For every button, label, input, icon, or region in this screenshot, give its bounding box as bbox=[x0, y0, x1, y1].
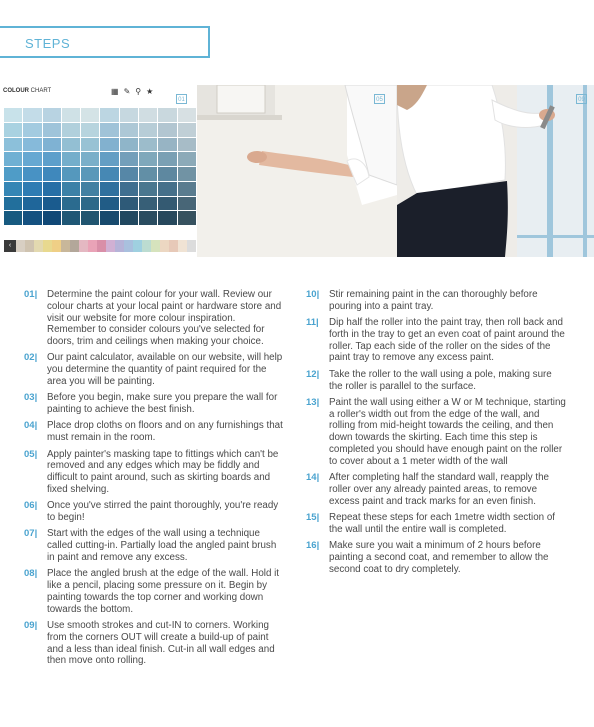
colour-chart-panel bbox=[0, 85, 197, 257]
colour-swatch[interactable] bbox=[4, 211, 22, 225]
colour-swatch[interactable] bbox=[62, 123, 80, 137]
colour-swatch[interactable] bbox=[158, 167, 176, 181]
colour-strip-swatch[interactable] bbox=[169, 240, 178, 252]
step-number: 11| bbox=[306, 317, 319, 329]
step-number: 03| bbox=[24, 392, 38, 404]
star-icon[interactable]: ★ bbox=[146, 87, 154, 96]
step-text: Our paint calculator, available on our website, will help you determine the quantity of paint required for the area you will be painting. bbox=[47, 352, 283, 388]
colour-swatch[interactable] bbox=[139, 167, 157, 181]
step-item bbox=[24, 528, 286, 563]
step-item bbox=[306, 369, 568, 393]
step-item bbox=[306, 540, 568, 575]
colour-strip-swatch[interactable] bbox=[88, 240, 97, 252]
step-item bbox=[306, 397, 568, 468]
colour-swatch[interactable] bbox=[120, 182, 138, 196]
photo-woman-painting bbox=[397, 85, 594, 257]
colour-strip-swatch[interactable] bbox=[133, 240, 142, 252]
colour-swatch[interactable] bbox=[43, 182, 61, 196]
colour-swatch[interactable] bbox=[139, 197, 157, 211]
step-text: After completing half the standard wall, reapply the roller over any already painted areas, to remove excess paint and track marks for an even finish. bbox=[329, 472, 550, 507]
step-text: Once you've stirred the paint thoroughly, you're ready to begin! bbox=[47, 500, 279, 524]
colour-chart-title: COLOUR CHART bbox=[3, 88, 52, 94]
step-number: 06| bbox=[24, 500, 38, 512]
colour-strip-swatch[interactable] bbox=[97, 240, 106, 252]
colour-swatch[interactable] bbox=[139, 211, 157, 225]
colour-swatch[interactable] bbox=[23, 197, 41, 211]
colour-swatch[interactable] bbox=[100, 108, 118, 122]
step-text: Determine the paint colour for your wall. Review our colour charts at your local paint or hardware store and visit our website for more colour inspiration. Remember to consider colours you've selected for doors, trim and ceilings when making your choice. bbox=[47, 289, 282, 348]
step-number: 16| bbox=[306, 540, 320, 552]
step-text: Apply painter's masking tape to fittings which can't be removed and any edges which may be fiddly and difficult to paint around, such as skirting boards and fixed shelving. bbox=[47, 448, 279, 495]
panel-number: 09 bbox=[576, 94, 587, 104]
colour-swatch[interactable] bbox=[81, 138, 99, 152]
colour-strip-swatch[interactable] bbox=[142, 240, 151, 252]
colour-strip-swatch[interactable] bbox=[70, 240, 79, 252]
colour-swatch[interactable] bbox=[4, 152, 22, 166]
colour-swatch[interactable] bbox=[81, 108, 99, 122]
panel-number: 05 bbox=[374, 94, 385, 104]
colour-swatch[interactable] bbox=[62, 182, 80, 196]
colour-swatch[interactable] bbox=[158, 182, 176, 196]
photo-cutting-in bbox=[197, 85, 397, 257]
colour-swatch[interactable] bbox=[81, 167, 99, 181]
step-text: Dip half the roller into the paint tray, then roll back and forth in the tray to get an even coat of paint around the roller. Tap each side of the roller on the sides of the paint tray to remove any excess paint. bbox=[329, 317, 565, 364]
step-text: Paint the wall using either a W or M technique, starting a roller's width out from the edge of the wall, and rolling from mid-height towards the ceiling, and then down towards the skirting. Each time this step is completed you should have enough paint on the roller to cover about a 1 meter width of the wall bbox=[329, 396, 566, 467]
colour-strip-swatch[interactable] bbox=[43, 240, 52, 252]
colour-swatch[interactable] bbox=[4, 182, 22, 196]
colour-swatch[interactable] bbox=[62, 152, 80, 166]
colour-swatch[interactable] bbox=[178, 123, 196, 137]
step-item bbox=[24, 500, 286, 524]
colour-swatch[interactable] bbox=[139, 182, 157, 196]
step-number: 02| bbox=[24, 352, 38, 364]
eyedropper-icon[interactable]: ✎ bbox=[123, 87, 131, 96]
colour-strip-swatch[interactable] bbox=[34, 240, 43, 252]
colour-swatch[interactable] bbox=[62, 108, 80, 122]
step-text: Place drop cloths on floors and on any furnishings that must remain in the room. bbox=[47, 420, 283, 444]
colour-strip-swatch[interactable] bbox=[115, 240, 124, 252]
step-number: 14| bbox=[306, 472, 320, 484]
colour-swatch[interactable] bbox=[4, 123, 22, 137]
colour-swatch[interactable] bbox=[120, 108, 138, 122]
step-text: Start with the edges of the wall using a technique called cutting-in. Partially load the angled paint brush in paint and remove any excess. bbox=[47, 528, 277, 563]
colour-strip-swatch[interactable] bbox=[124, 240, 133, 252]
colour-swatch[interactable] bbox=[4, 197, 22, 211]
step-text: Take the roller to the wall using a pole, making sure the roller is parallel to the surface. bbox=[329, 368, 552, 392]
colour-swatch[interactable] bbox=[43, 108, 61, 122]
step-number: 15| bbox=[306, 512, 320, 524]
colour-strip-swatch[interactable] bbox=[106, 240, 115, 252]
colour-strip-swatch[interactable] bbox=[52, 240, 61, 252]
steps-list-right bbox=[306, 289, 568, 580]
grid-icon[interactable]: ▦ bbox=[111, 87, 119, 96]
steps-list-left bbox=[24, 289, 286, 672]
step-number: 04| bbox=[24, 420, 38, 432]
colour-strip-swatch[interactable] bbox=[25, 240, 34, 252]
colour-swatch[interactable] bbox=[100, 182, 118, 196]
colour-swatch[interactable] bbox=[23, 167, 41, 181]
colour-swatch[interactable] bbox=[81, 182, 99, 196]
step-text: Repeat these steps for each 1metre width section of the wall until the entire wall is completed. bbox=[329, 512, 555, 535]
colour-strip-swatch[interactable] bbox=[160, 240, 169, 252]
colour-swatch[interactable] bbox=[178, 211, 196, 225]
colour-strip-swatch[interactable] bbox=[178, 240, 187, 252]
colour-swatch[interactable] bbox=[120, 152, 138, 166]
colour-strip-swatch[interactable] bbox=[151, 240, 160, 252]
colour-swatch[interactable] bbox=[100, 197, 118, 211]
colour-swatch[interactable] bbox=[178, 138, 196, 152]
colour-swatch[interactable] bbox=[178, 182, 196, 196]
step-text: Place the angled brush at the edge of the wall. Hold it like a pencil, placing some pressure on it. Begin by painting towards the top corner and working down towards the bottom. bbox=[47, 568, 280, 615]
colour-swatch[interactable] bbox=[100, 152, 118, 166]
colour-strip-swatch[interactable] bbox=[187, 240, 196, 252]
colour-swatch[interactable] bbox=[23, 138, 41, 152]
colour-swatch[interactable] bbox=[178, 152, 196, 166]
search-icon[interactable]: ⚲ bbox=[135, 87, 142, 96]
step-item bbox=[24, 352, 286, 387]
step-item bbox=[306, 512, 568, 536]
colour-swatch[interactable] bbox=[120, 138, 138, 152]
colour-swatch[interactable] bbox=[139, 152, 157, 166]
step-item bbox=[306, 472, 568, 507]
colour-swatch[interactable] bbox=[43, 138, 61, 152]
step-item bbox=[24, 420, 286, 444]
step-item bbox=[306, 317, 568, 364]
colour-swatch[interactable] bbox=[120, 167, 138, 181]
step-text: Stir remaining paint in the can thoroughly before pouring into a paint tray. bbox=[329, 289, 538, 312]
step-number: 09| bbox=[24, 619, 38, 631]
step-text: Use smooth strokes and cut-IN to corners. Working from the corners OUT will create a build-up of paint and a less than ideal finish. Cut-in all wall edges and then move onto rolling. bbox=[47, 619, 275, 667]
colour-swatch[interactable] bbox=[120, 123, 138, 137]
step-text: Before you begin, make sure you prepare the wall for painting to achieve the best finish. bbox=[47, 392, 278, 416]
colour-strip-swatch[interactable] bbox=[79, 240, 88, 252]
colour-swatch[interactable] bbox=[43, 123, 61, 137]
step-number: 13| bbox=[306, 396, 320, 408]
colour-swatch[interactable] bbox=[43, 167, 61, 181]
step-number: 10| bbox=[306, 289, 320, 300]
colour-strip bbox=[4, 240, 196, 252]
colour-chart-toolbar bbox=[111, 87, 153, 96]
colour-swatch[interactable] bbox=[4, 108, 22, 122]
step-item bbox=[24, 392, 286, 416]
colour-swatch[interactable] bbox=[62, 138, 80, 152]
colour-swatch[interactable] bbox=[178, 167, 196, 181]
colour-swatch[interactable] bbox=[43, 197, 61, 211]
colour-swatch[interactable] bbox=[158, 152, 176, 166]
step-number: 05| bbox=[24, 448, 38, 460]
colour-swatch[interactable] bbox=[158, 197, 176, 211]
colour-swatch[interactable] bbox=[62, 197, 80, 211]
colour-swatch[interactable] bbox=[62, 211, 80, 225]
step-number: 08| bbox=[24, 568, 38, 580]
colour-swatch[interactable] bbox=[4, 138, 22, 152]
colour-swatch[interactable] bbox=[81, 197, 99, 211]
colour-swatch[interactable] bbox=[139, 138, 157, 152]
colour-swatch[interactable] bbox=[178, 108, 196, 122]
step-number: 01| bbox=[24, 289, 38, 300]
colour-swatch[interactable] bbox=[23, 108, 41, 122]
colour-swatch[interactable] bbox=[100, 138, 118, 152]
colour-swatch[interactable] bbox=[100, 211, 118, 225]
step-number: 07| bbox=[24, 528, 38, 540]
colour-swatch[interactable] bbox=[23, 182, 41, 196]
colour-strip-swatch[interactable] bbox=[16, 240, 25, 252]
steps-title: STEPS bbox=[25, 36, 71, 51]
colour-swatch[interactable] bbox=[4, 167, 22, 181]
colour-swatch[interactable] bbox=[62, 167, 80, 181]
colour-swatch[interactable] bbox=[178, 197, 196, 211]
colour-swatch[interactable] bbox=[43, 152, 61, 166]
panel-number: 01 bbox=[176, 94, 187, 104]
colour-strip-swatch[interactable] bbox=[61, 240, 70, 252]
colour-swatch[interactable] bbox=[158, 138, 176, 152]
step-number: 12| bbox=[306, 368, 320, 380]
colour-swatch[interactable] bbox=[100, 123, 118, 137]
step-text: Make sure you wait a minimum of 2 hours before painting a second coat, and remember to allow the second coat to dry completely. bbox=[329, 540, 549, 575]
step-item bbox=[24, 289, 286, 348]
colour-swatch[interactable] bbox=[139, 123, 157, 137]
step-item bbox=[24, 568, 286, 615]
colour-swatch[interactable] bbox=[43, 211, 61, 225]
colour-swatch[interactable] bbox=[158, 123, 176, 137]
colour-swatch[interactable] bbox=[100, 167, 118, 181]
chevron-left-icon[interactable]: ‹ bbox=[4, 240, 16, 252]
colour-swatch[interactable] bbox=[158, 211, 176, 225]
steps-header-box bbox=[0, 26, 210, 58]
step-item bbox=[24, 449, 286, 496]
colour-swatch[interactable] bbox=[23, 211, 41, 225]
colour-swatch-grid bbox=[4, 108, 196, 225]
colour-swatch[interactable] bbox=[81, 123, 99, 137]
colour-swatch[interactable] bbox=[23, 152, 41, 166]
colour-swatch[interactable] bbox=[139, 108, 157, 122]
colour-swatch[interactable] bbox=[81, 152, 99, 166]
colour-swatch[interactable] bbox=[158, 108, 176, 122]
step-item bbox=[24, 620, 286, 667]
colour-swatch[interactable] bbox=[120, 211, 138, 225]
colour-swatch[interactable] bbox=[81, 211, 99, 225]
colour-swatch[interactable] bbox=[23, 123, 41, 137]
colour-swatch[interactable] bbox=[120, 197, 138, 211]
step-item bbox=[306, 289, 568, 313]
